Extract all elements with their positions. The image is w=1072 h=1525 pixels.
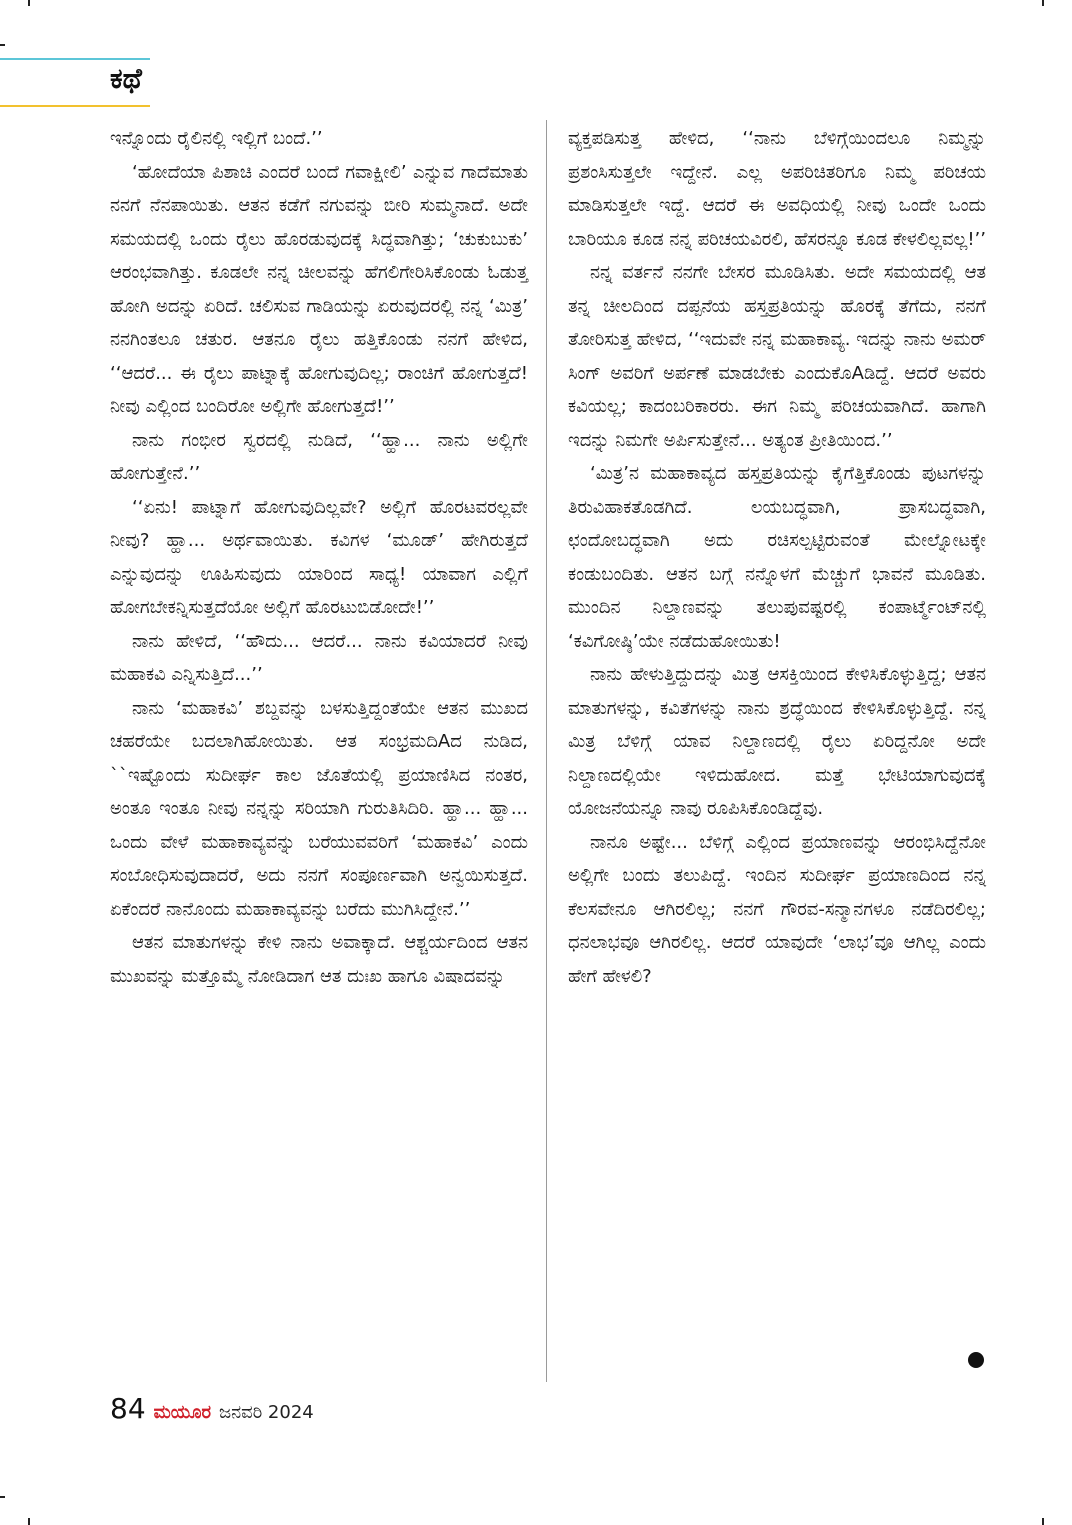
story-end-bullet-icon — [968, 1352, 984, 1368]
left-column — [110, 122, 528, 993]
magazine-logo: ಮಯೂರ — [153, 1402, 212, 1423]
crop-mark-bottom-left — [0, 1496, 5, 1498]
paragraph: ‘ಹೋದೆಯಾ ಪಿಶಾಚಿ ಎಂದರೆ ಬಂದೆ ಗವಾಕ್ಷೀಲಿ’ ಎನ್ನುವ ಗಾದೆಮಾತು ನನಗೆ ನೆನಪಾಯಿತು. ಆತನ ಕಡೆಗೆ ನಗುವನ್ನು ಬೀರಿ ಸುಮ್ಮನಾದೆ. ಅದೇ ಸಮಯದಲ್ಲಿ ಒಂದು ರೈಲು ಹೊರಡುವುದಕ್ಕೆ ಸಿದ್ಧವಾಗಿತ್ತು; ‘ಚುಕುಬುಕು’ ಆರಂಭವಾಗಿತ್ತು. ಕೂಡಲೇ ನನ್ನ ಚೀಲವನ್ನು ಹೆಗಲಿಗೇರಿಸಿಕೊಂಡು ಓಡುತ್ತ ಹೋಗಿ ಅದನ್ನು ಏರಿದೆ. ಚಲಿಸುವ ಗಾಡಿಯನ್ನು ಏರುವುದರಲ್ಲಿ ನನ್ನ ‘ಮಿತ್ರ’ ನನಗಿಂತಲೂ ಚತುರ. ಆತನೂ ರೈಲು ಹತ್ತಿಕೊಂಡು ನನಗೆ ಹೇಳಿದ, ‘‘ಆದರೆ... ಈ ರೈಲು ಪಾಟ್ನಾಕ್ಕೆ ಹೋಗುವುದಿಲ್ಲ; ರಾಂಚಿಗೆ ಹೋಗುತ್ತದೆ! ನೀವು ಎಲ್ಲಿಂದ ಬಂದಿರೋ ಅಲ್ಲಿಗೇ ಹೋಗುತ್ತದೆ!’’ — [110, 161, 528, 417]
crop-mark-top-left-v — [28, 0, 30, 6]
paragraph: ‘ಮಿತ್ರ’ನ ಮಹಾಕಾವ್ಯದ ಹಸ್ತಪ್ರತಿಯನ್ನು ಕೈಗೆತ್ತಿಕೊಂಡು ಪುಟಗಳನ್ನು ತಿರುವಿಹಾಕತೊಡಗಿದೆ. ಲಯಬದ್ಧವಾಗಿ, ಪ್ರಾಸಬದ್ಧವಾಗಿ, ಛಂದೋಬದ್ಧವಾಗಿ ಅದು ರಚಿಸಲ್ಪಟ್ಟಿರುವಂತೆ ಮೇಲ್ನೋಟಕ್ಕೇ ಕಂಡುಬಂದಿತು. ಆತನ ಬಗ್ಗೆ ನನ್ನೊಳಗೆ ಮೆಚ್ಚುಗೆ ಭಾವನೆ ಮೂಡಿತು. ಮುಂದಿನ ನಿಲ್ದಾಣವನ್ನು ತಲುಪುವಷ್ಟರಲ್ಲಿ ಕಂಪಾರ್ಟ್ಮೆಂಟ್‌ನಲ್ಲಿ ‘ಕವಿಗೋಷ್ಠಿ’ಯೇ ನಡೆದುಹೋಯಿತು! — [568, 463, 986, 652]
page-footer — [110, 1392, 314, 1425]
section-rule-top — [0, 58, 150, 60]
paragraph: ನಾನು ‘ಮಹಾಕವಿ’ ಶಬ್ದವನ್ನು ಬಳಸುತ್ತಿದ್ದಂತೆಯೇ ಆತನ ಮುಖದ ಚಹರೆಯೇ ಬದಲಾಗಿಹೋಯಿತು. ಆತ ಸಂಭ್ರಮದಿAದ ನುಡಿದ, ``ಇಷ್ಟೊಂದು ಸುದೀರ್ಘ ಕಾಲ ಜೊತೆಯಲ್ಲಿ ಪ್ರಯಾಣಿಸಿದ ನಂತರ, ಅಂತೂ ಇಂತೂ ನೀವು ನನ್ನನ್ನು ಸರಿಯಾಗಿ ಗುರುತಿಸಿದಿರಿ. ಹ್ಹಾ... ಹ್ಹಾ... ಒಂದು ವೇಳೆ ಮಹಾಕಾವ್ಯವನ್ನು ಬರೆಯುವವರಿಗೆ ‘ಮಹಾಕವಿ’ ಎಂದು ಸಂಬೋಧಿಸುವುದಾದರೆ, ಅದು ನನಗೆ ಸಂಪೂರ್ಣವಾಗಿ ಅನ್ವಯಿಸುತ್ತದೆ. ಏಕೆಂದರೆ ನಾನೊಂದು ಮಹಾಕಾವ್ಯವನ್ನು ಬರೆದು ಮುಗಿಸಿದ್ದೇನೆ.’’ — [110, 697, 528, 920]
crop-mark-top-right-v — [1042, 0, 1044, 6]
crop-mark-top-left — [0, 44, 5, 46]
paragraph: ವ್ಯಕ್ತಪಡಿಸುತ್ತ ಹೇಳಿದ, ‘‘ನಾನು ಬೆಳಿಗ್ಗೆಯಿಂದಲೂ ನಿಮ್ಮನ್ನು ಪ್ರಶಂಸಿಸುತ್ತಲೇ ಇದ್ದೇನೆ. ಎಲ್ಲ ಅಪರಿಚಿತರಿಗೂ ನಿಮ್ಮ ಪರಿಚಯ ಮಾಡಿಸುತ್ತಲೇ ಇದ್ದೆ. ಆದರೆ ಈ ಅವಧಿಯಲ್ಲಿ ನೀವು ಒಂದೇ ಒಂದು ಬಾರಿಯೂ ಕೂಡ ನನ್ನ ಪರಿಚಯವಿರಲಿ, ಹೆಸರನ್ನೂ ಕೂಡ ಕೇಳಲಿಲ್ಲವಲ್ಲ!’’ — [568, 128, 986, 250]
paragraph: ನಾನು ಗಂಭೀರ ಸ್ವರದಲ್ಲಿ ನುಡಿದೆ, ‘‘ಹ್ಹಾ... ನಾನು ಅಲ್ಲಿಗೇ ಹೋಗುತ್ತೇನೆ.’’ — [110, 429, 528, 484]
issue-date: ಜನವರಿ 2024 — [219, 1402, 314, 1423]
crop-mark-bottom-right-v — [1042, 1518, 1044, 1525]
page-number: 84 — [110, 1392, 146, 1425]
paragraph: ನಾನೂ ಅಷ್ಟೇ... ಬೆಳಿಗ್ಗೆ ಎಲ್ಲಿಂದ ಪ್ರಯಾಣವನ್ನು ಆರಂಭಿಸಿದ್ದೆನೋ ಅಲ್ಲಿಗೇ ಬಂದು ತಲುಪಿದ್ದೆ. ಇಂದಿನ ಸುದೀರ್ಘ ಪ್ರಯಾಣದಿಂದ ನನ್ನ ಕೆಲಸವೇನೂ ಆಗಿರಲಿಲ್ಲ; ನನಗೆ ಗೌರವ-ಸನ್ಮಾನಗಳೂ ನಡೆದಿರಲಿಲ್ಲ; ಧನಲಾಭವೂ ಆಗಿರಲಿಲ್ಲ. ಆದರೆ ಯಾವುದೇ ‘ಲಾಭ’ವೂ ಆಗಿಲ್ಲ ಎಂದು ಹೇಗೆ ಹೇಳಲಿ? — [568, 831, 986, 987]
paragraph: ‘‘ಏನು! ಪಾಟ್ನಾಗೆ ಹೋಗುವುದಿಲ್ಲವೇ? ಅಲ್ಲಿಗೆ ಹೊರಟವರಲ್ಲವೇ ನೀವು? ಹ್ಹಾ... ಅರ್ಥವಾಯಿತು. ಕವಿಗಳ ‘ಮೂಡ್’ ಹೇಗಿರುತ್ತದೆ ಎನ್ನುವುದನ್ನು ಊಹಿಸುವುದು ಯಾರಿಂದ ಸಾಧ್ಯ! ಯಾವಾಗ ಎಲ್ಲಿಗೆ ಹೋಗಬೇಕನ್ನಿಸುತ್ತದೆಯೋ ಅಲ್ಲಿಗೆ ಹೊರಟುಬಿಡೋದೇ!’’ — [110, 496, 528, 618]
section-title: ಕಥೆ — [110, 62, 142, 95]
paragraph: ಇನ್ನೊಂದು ರೈಲಿನಲ್ಲಿ ಇಲ್ಲಿಗೆ ಬಂದೆ.’’ — [110, 128, 323, 149]
paragraph: ಆತನ ಮಾತುಗಳನ್ನು ಕೇಳಿ ನಾನು ಅವಾಕ್ಕಾದೆ. ಆಶ್ಚರ್ಯದಿಂದ ಆತನ ಮುಖವನ್ನು ಮತ್ತೊಮ್ಮೆ ನೋಡಿದಾಗ ಆತ ದುಃಖ ಹಾಗೂ ವಿಷಾದವನ್ನು — [110, 932, 528, 987]
column-divider — [546, 120, 547, 1382]
paragraph: ನನ್ನ ವರ್ತನೆ ನನಗೇ ಬೇಸರ ಮೂಡಿಸಿತು. ಅದೇ ಸಮಯದಲ್ಲಿ ಆತ ತನ್ನ ಚೀಲದಿಂದ ದಪ್ಪನೆಯ ಹಸ್ತಪ್ರತಿಯನ್ನು ಹೊರಕ್ಕೆ ತೆಗೆದು, ನನಗೆ ತೋರಿಸುತ್ತ ಹೇಳಿದ, ‘‘ಇದುವೇ ನನ್ನ ಮಹಾಕಾವ್ಯ. ಇದನ್ನು ನಾನು ಅಮರ್ ಸಿಂಗ್ ಅವರಿಗೆ ಅರ್ಪಣೆ ಮಾಡಬೇಕು ಎಂದುಕೊAಡಿದ್ದೆ. ಆದರೆ ಅವರು ಕವಿಯಲ್ಲ; ಕಾದಂಬರಿಕಾರರು. ಈಗ ನಿಮ್ಮ ಪರಿಚಯವಾಗಿದೆ. ಹಾಗಾಗಿ ಇದನ್ನು ನಿಮಗೇ ಅರ್ಪಿಸುತ್ತೇನೆ... ಅತ್ಯಂತ ಪ್ರೀತಿಯಿಂದ.’’ — [568, 262, 986, 451]
paragraph: ನಾನು ಹೇಳುತ್ತಿದ್ದುದನ್ನು ಮಿತ್ರ ಆಸಕ್ತಿಯಿಂದ ಕೇಳಿಸಿಕೊಳ್ಳುತ್ತಿದ್ದ; ಆತನ ಮಾತುಗಳನ್ನು, ಕವಿತೆಗಳನ್ನು ನಾನು ಶ್ರದ್ಧೆಯಿಂದ ಕೇಳಿಸಿಕೊಳ್ಳುತ್ತಿದ್ದೆ. ನನ್ನ ಮಿತ್ರ ಬೆಳಿಗ್ಗೆ ಯಾವ ನಿಲ್ದಾಣದಲ್ಲಿ ರೈಲು ಏರಿದ್ದನೋ ಅದೇ ನಿಲ್ದಾಣದಲ್ಲಿಯೇ ಇಳಿದುಹೋದ. ಮತ್ತೆ ಭೇಟಿಯಾಗುವುದಕ್ಕೆ ಯೋಜನೆಯನ್ನೂ ನಾವು ರೂಪಿಸಿಕೊಂಡಿದ್ದೆವು. — [568, 664, 986, 819]
crop-mark-bottom-left-v — [28, 1518, 30, 1525]
right-column — [568, 122, 986, 993]
paragraph: ನಾನು ಹೇಳಿದೆ, ‘‘ಹೌದು... ಆದರೆ... ನಾನು ಕವಿಯಾದರೆ ನೀವು ಮಹಾಕವಿ ಎನ್ನಿಸುತ್ತಿದೆ...’’ — [110, 630, 528, 685]
section-rule-bottom — [0, 105, 150, 107]
